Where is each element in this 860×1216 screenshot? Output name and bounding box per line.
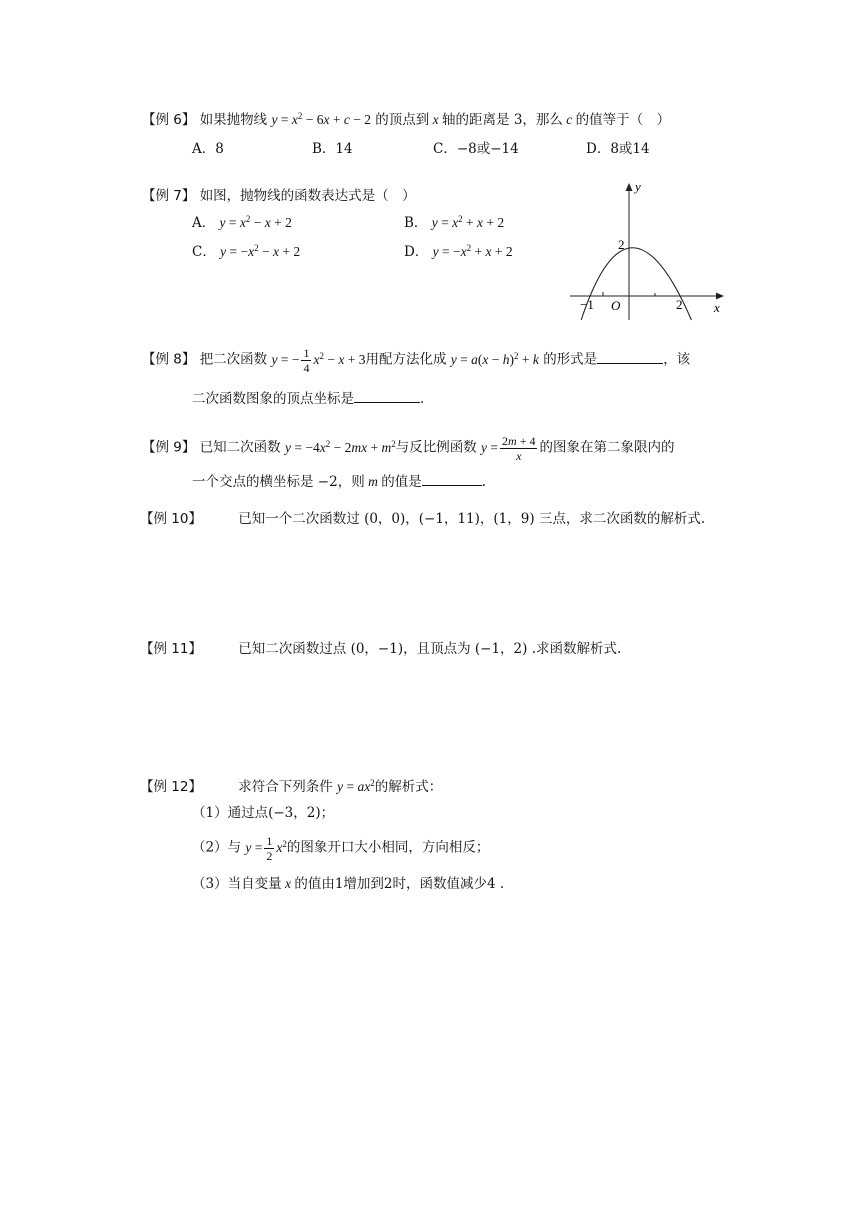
example-6-text-e: 的值等于（ ） [575,112,671,128]
graph-x-label: x [714,300,720,315]
example-9-text-b: 与反比例函数 [395,439,477,456]
example-10-tag: 【例 10】 [140,511,202,527]
example-7-option-c[interactable] [192,240,300,260]
example-10-text: 已知一个二次函数过 (0，0)，(−1，11)，(1，9) 三点，求二次函数的解析式. [238,511,706,527]
example-6-text-b: 的顶点到 [375,112,430,128]
example-9-formula-b: y = $\frac{2m + 4}{x}$ [481,434,536,463]
y-axis-arrow-icon [626,183,633,191]
example-6-var-c: c [562,112,576,127]
example-9-text-e: ，则 [337,474,365,490]
example-9-period: . [481,474,486,490]
example-7-option-b-label: B． [404,215,428,231]
example-11-question [140,637,621,657]
example-7-option-a[interactable] [192,211,292,231]
example-6-formula: $y = x^2 - 6x + c - 2$ [271,111,371,127]
example-8-text-e: 二次函数图象的顶点坐标是 [192,391,354,407]
example-12-text-b: 的解析式： [374,779,443,795]
example-8-text-b: 用配方法化成 [365,351,447,368]
example-12-item-3 [192,872,504,892]
example-11-text: 已知二次函数过点 (0，−1)，且顶点为 (−1，2) .求函数解析式. [238,641,622,657]
example-12-item-2-text-a: （2）与 [192,839,242,856]
example-9-var-m: m [364,474,382,489]
example-8-answer-blank-1[interactable] [597,351,663,364]
graph-y-label: y [635,179,641,194]
example-9-text-c: 的图象在第二象限内的 [539,439,675,456]
example-6-option-a[interactable]: A．8 [192,141,224,157]
parabola-curve [581,248,691,320]
example-7-text: 如图，抛物线的函数表达式是（ ） [199,188,416,204]
example-6-text-d: ，那么 [522,112,563,128]
example-12-question [140,775,442,795]
example-12-item-1-text: （1）通过点 [192,805,269,821]
example-12-item-3-var-x: x [281,876,295,891]
example-7-option-a-formula: $y = x^2 - x + 2$ [219,214,292,230]
example-8-answer-blank-2[interactable] [354,390,420,403]
example-8-text-a: 把二次函数 [199,351,268,368]
example-11-tag: 【例 11】 [140,641,202,657]
example-8-question-line2 [192,387,424,407]
example-7-tag: 【例 7】 [142,188,196,204]
example-8-formula-b: $y = a(x - h)^2 + k$ [450,350,539,367]
example-8-text-c: 的形式是 [543,351,598,368]
graph-tick-2x-label: 2 [676,297,683,312]
graph-origin-label: O [611,298,621,313]
graph-tick-neg1-label: −1 [580,297,594,312]
example-12-tag: 【例 12】 [140,779,202,795]
example-7-option-c-label: C． [192,244,216,260]
example-8-period: . [420,391,425,407]
example-8-formula-a: y = − $\frac{1}{4}$ $x^2 - x + 3$ [271,346,366,375]
example-10-question [140,507,705,527]
example-8-tag: 【例 8】 [142,351,196,368]
example-12-item-3-text-b: 的值由1增加到2时，函数值减少4 . [294,876,505,892]
example-6-var-x: x [429,112,443,127]
example-6-option-b[interactable]: B．14 [312,141,353,157]
example-7-option-a-label: A． [192,215,216,231]
example-9-answer-blank[interactable] [422,473,482,486]
example-9-question-line2 [192,470,486,490]
example-12-item-2-formula: y = $\frac{1}{2}$ $x^2$ [245,834,287,863]
example-12-item-2-text-b: 的图象开口大小相同，方向相反； [286,839,490,856]
example-6-question [142,108,670,128]
graph-tick-2y-label: 2 [618,237,625,252]
example-9-text-d: 一个交点的横坐标是 [192,474,314,490]
example-9-tag: 【例 9】 [142,439,196,456]
example-6-text-c: 轴的距离是 [442,112,510,128]
example-12-item-1 [192,801,334,821]
example-9-text-f: 的值是 [381,474,422,490]
example-7-option-d-formula: $y = -x^2 + x + 2$ [432,243,513,259]
example-7-question [142,184,416,204]
example-8-question-line1 [142,347,690,374]
example-9-question-line1 [142,435,674,462]
example-7-parabola-figure [566,176,736,326]
example-7-option-b-formula: $y = x^2 + x + 2$ [431,214,505,230]
example-9-formula-a: $y = -4x^2 - 2mx + m^2$ [284,438,396,455]
example-6-num-3: 3 [509,112,523,128]
x-axis-arrow-icon [716,293,724,300]
example-9-text-a: 已知二次函数 [199,439,281,456]
example-7-option-d[interactable] [404,240,513,260]
example-6-tag: 【例 6】 [142,112,196,128]
example-7-option-c-formula: $y = -x^2 - x + 2$ [220,243,301,259]
example-7-option-b[interactable] [404,211,504,231]
example-6-option-d[interactable]: D．8或14 [586,141,650,157]
example-7-option-d-label: D． [404,244,429,260]
example-12-item-3-text-a: （3）当自变量 [192,876,282,892]
example-8-text-d: ，该 [663,351,691,368]
example-12-item-1-point: (−3，2)； [268,805,335,821]
example-12-formula: $y = ax^2$ [337,778,375,794]
example-12-text-a: 求符合下列条件 [238,779,333,795]
example-6-option-c[interactable]: C．−8或−14 [433,141,519,157]
example-12-item-2 [192,835,489,862]
example-9-value: −2 [313,474,338,490]
example-6-text-a: 如果抛物线 [199,112,268,128]
